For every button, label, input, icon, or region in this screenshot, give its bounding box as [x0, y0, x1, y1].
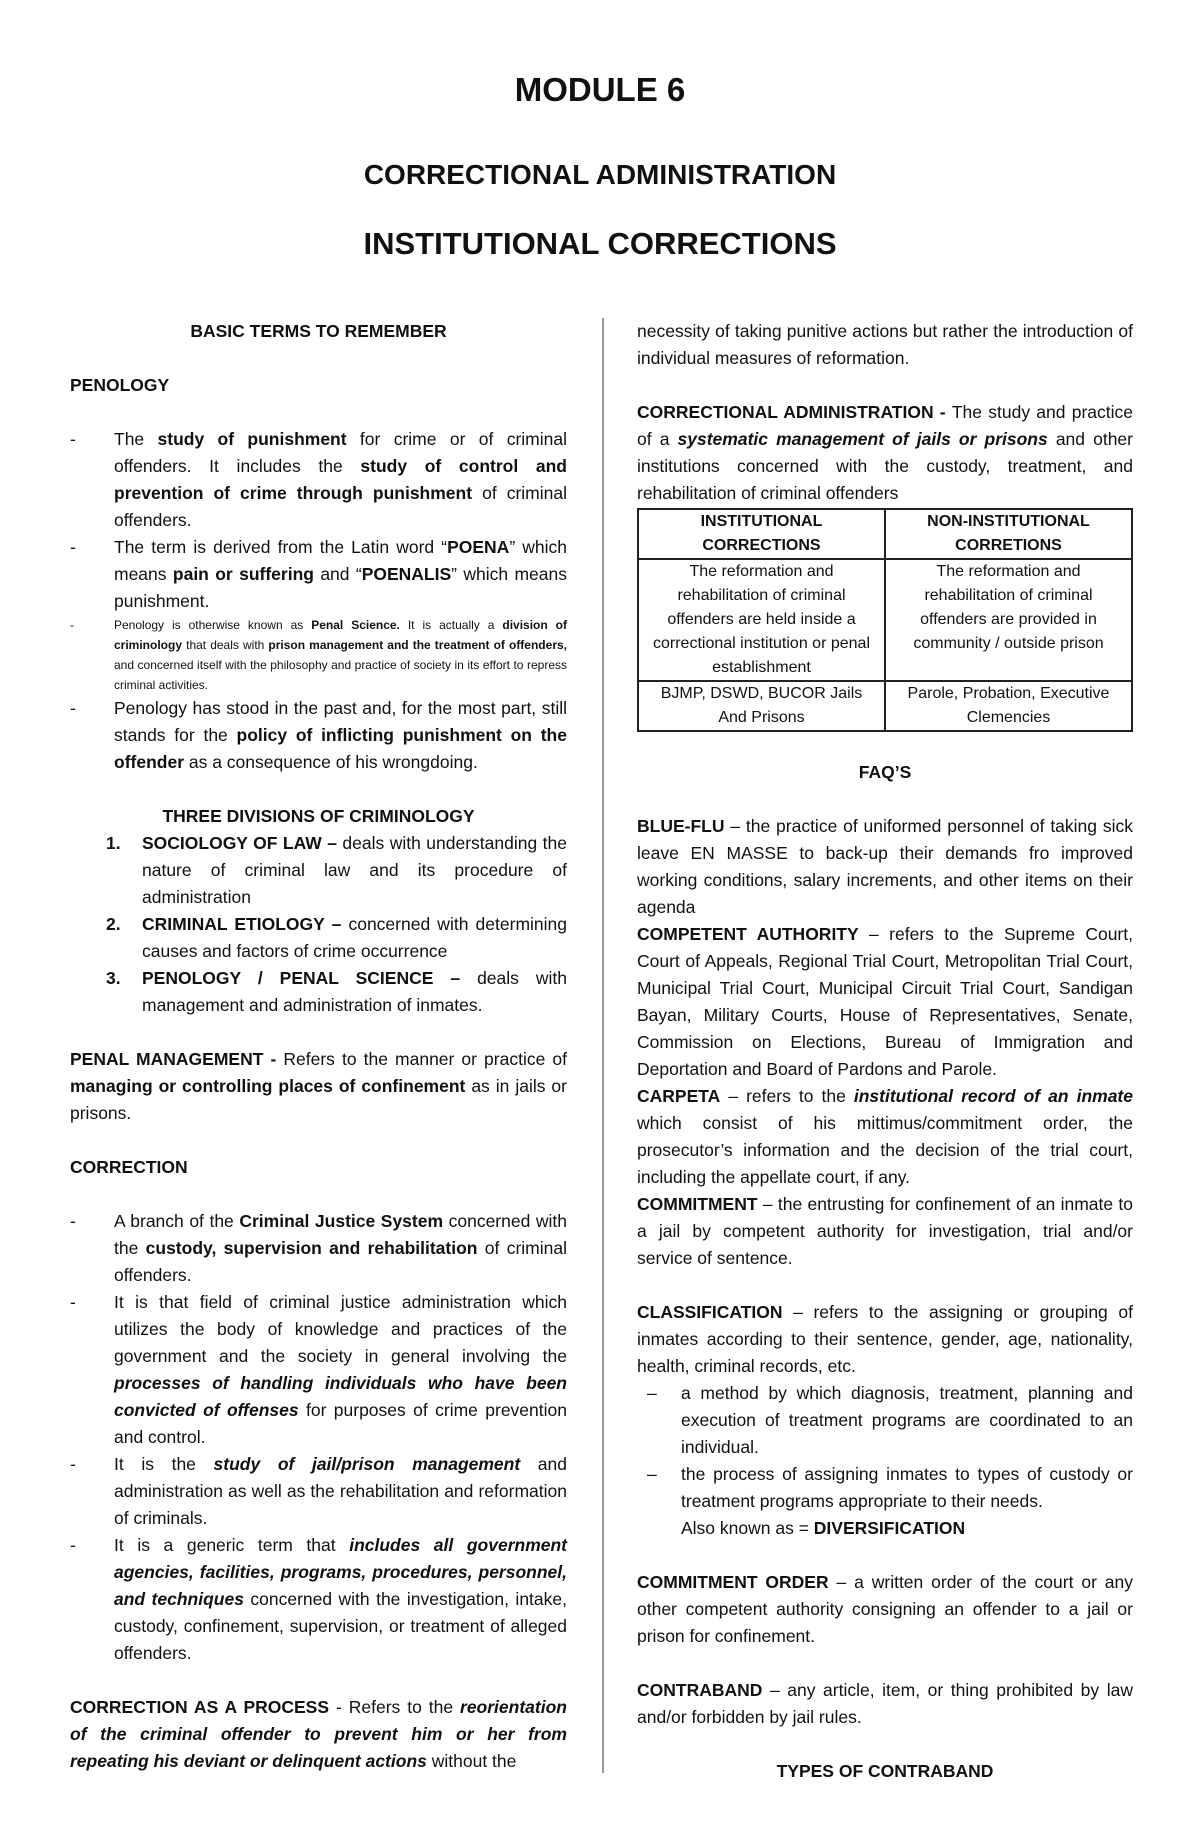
table-cell: The reformation and rehabilitation of criminal offenders are held inside a correctional institution or penal establishment — [638, 559, 885, 681]
list-item: 1. SOCIOLOGY OF LAW – deals with understanding the nature of criminal law and its procedure of administration — [106, 833, 568, 907]
blue-flu-definition: BLUE-FLU – the practice of uniformed personnel of taking sick leave EN MASSE to back-up their demands fro improved working conditions, salary increments, and other items on their agenda — [637, 816, 1133, 917]
commitment-definition: COMMITMENT – the entrusting for confinement of an inmate to a jail by competent authority for investigation, trial and/or service of sentence. — [637, 1194, 1133, 1268]
list-item: - It is the study of jail/prison management and administration as well as the rehabilitation and reformation of criminals. — [70, 1454, 567, 1528]
table-cell: BJMP, DSWD, BUCOR Jails And Prisons — [638, 681, 885, 731]
correctional-administration-definition: CORRECTIONAL ADMINISTRATION - The study and practice of a systematic management of jails or prisons and other institutions concerned with the custody, treatment, and rehabilitation of criminal offenders — [637, 402, 1133, 503]
topic-title: INSTITUTIONAL CORRECTIONS — [363, 226, 837, 261]
table-cell: Parole, Probation, Executive Clemencies — [885, 681, 1132, 731]
penology-heading: PENOLOGY — [70, 375, 170, 395]
classification-list — [637, 1380, 1133, 1542]
divisions-list — [70, 830, 567, 1019]
three-divisions-heading: THREE DIVISIONS OF CRIMINOLOGY — [162, 806, 475, 826]
correction-heading: CORRECTION — [70, 1157, 188, 1177]
list-item: - Penology is otherwise known as Penal Science. It is actually a division of criminology that deals with prison management and the treatment of offenders, and concerned itself with the philosophy and practice of society in its effort to repress criminal activities. — [70, 618, 567, 692]
subject-title: CORRECTIONAL ADMINISTRATION — [363, 159, 837, 190]
penal-management-definition: PENAL MANAGEMENT - Refers to the manner or practice of managing or controlling places of confinement as in jails or prisons. — [70, 1049, 567, 1123]
table-cell: The reformation and rehabilitation of criminal offenders are provided in community / outside prison — [885, 559, 1132, 681]
faq-heading: FAQ’S — [858, 762, 912, 782]
module-title: MODULE 6 — [514, 71, 686, 108]
table-row — [638, 681, 1132, 731]
carpeta-definition: CARPETA – refers to the institutional record of an inmate which consist of his mittimus/commitment order, the prosecutor’s information and the decision of the trial court, including the appellate court, if any. — [637, 1086, 1133, 1187]
list-item: - It is a generic term that includes all government agencies, facilities, programs, procedures, personnel, and techniques concerned with the investigation, intake, custody, confinement, supervision, or treatment of alleged offenders. — [70, 1535, 567, 1663]
types-of-contraband-heading: TYPES OF CONTRABAND — [776, 1761, 994, 1781]
list-item: – the process of assigning inmates to types of custody or treatment programs appropriate to their needs. Also known as = DIVERSIFICATION — [647, 1464, 1133, 1538]
table-header-row — [638, 509, 1132, 559]
classification-definition: CLASSIFICATION – refers to the assigning or grouping of inmates according to their sentence, gender, age, nationality, health, criminal records, etc. — [637, 1302, 1133, 1376]
table-header-cell: NON-INSTITUTIONAL CORRETIONS — [885, 509, 1132, 559]
table-row — [638, 559, 1132, 681]
list-item: – a method by which diagnosis, treatment, planning and execution of treatment programs are coordinated to an individual. — [647, 1383, 1133, 1457]
left-column — [70, 318, 567, 1775]
list-item: - The study of punishment for crime or of criminal offenders. It includes the study of control and prevention of crime through punishment of criminal offenders. — [70, 429, 568, 530]
right-column — [637, 318, 1133, 1785]
penology-list — [70, 426, 567, 776]
table-header-cell: INSTITUTIONAL CORRECTIONS — [638, 509, 885, 559]
list-item: 2. CRIMINAL ETIOLOGY – concerned with determining causes and factors of crime occurrence — [106, 914, 567, 961]
correction-as-process-definition: CORRECTION AS A PROCESS - Refers to the reorientation of the criminal offender to prevent him or her from repeating his deviant or delinquent actions without the — [70, 1697, 567, 1771]
list-item: - Penology has stood in the past and, for the most part, still stands for the policy of inflicting punishment on the offender as a consequence of his wrongdoing. — [70, 698, 567, 772]
list-item: - A branch of the Criminal Justice System concerned with the custody, supervision and rehabilitation of criminal offenders. — [70, 1211, 567, 1285]
commitment-order-definition: COMMITMENT ORDER – a written order of the court or any other competent authority consigning an offender to a jail or prison for confinement. — [637, 1572, 1133, 1646]
basic-terms-heading: BASIC TERMS TO REMEMBER — [190, 321, 447, 341]
contraband-definition: CONTRABAND – any article, item, or thing prohibited by law and/or forbidden by jail rules. — [637, 1680, 1133, 1727]
list-item: - The term is derived from the Latin word “POENA” which means pain or suffering and “POENALIS” which means punishment. — [70, 537, 567, 611]
competent-authority-definition: COMPETENT AUTHORITY – refers to the Supreme Court, Court of Appeals, Regional Trial Court, Metropolitan Trial Court, Municipal Trial Court, Municipal Circuit Trial Court, Sandigan Bayan, Military Courts, House of Representatives, Senate, Commission on Elections, Bureau of Immigration and Deportation and Board of Pardons and Parole. — [637, 924, 1133, 1079]
correction-list — [70, 1208, 567, 1667]
column-divider — [602, 318, 604, 1773]
corrections-comparison-table — [637, 508, 1133, 732]
list-item: 3. PENOLOGY / PENAL SCIENCE – deals with management and administration of inmates. — [106, 968, 567, 1015]
list-item: - It is that field of criminal justice administration which utilizes the body of knowledge and practices of the government and the society in general involving the processes of handling individuals who have been convicted of offenses for purposes of crime prevention and control. — [70, 1292, 567, 1447]
correction-process-continued: necessity of taking punitive actions but rather the introduction of individual measures of reformation. — [637, 321, 1133, 368]
